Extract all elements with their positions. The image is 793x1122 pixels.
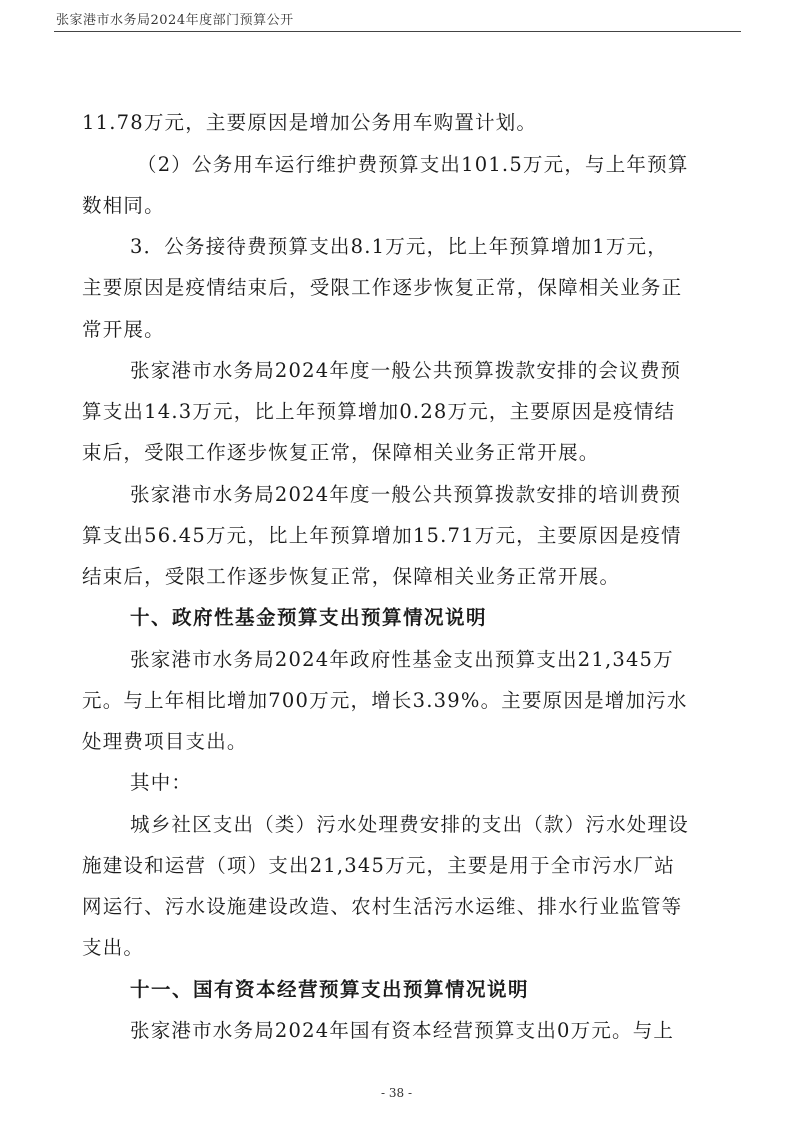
paragraph-line: 城乡社区支出（类）污水处理费安排的支出（款）污水处理设 [130,813,689,836]
paragraph-line: 主要原因是疫情结束后，受限工作逐步恢复正常，保障相关业务正 [82,276,683,299]
paragraph-line: 数相同。 [82,194,165,217]
paragraph-line: 其中： [130,771,193,794]
paragraph-line: 常开展。 [82,318,165,341]
paragraph-line: 支出。 [82,936,145,959]
paragraph-line: 网运行、污水设施建设改造、农村生活污水运维、排水行业监管等 [82,895,683,918]
paragraph-line: 元。与上年相比增加700万元，增长3.39%。主要原因是增加污水 [82,689,688,712]
paragraph-line: （2）公务用车运行维护费预算支出101.5万元，与上年预算 [137,153,689,176]
paragraph-line: 处理费项目支出。 [82,730,248,753]
paragraph-line: 11.78万元，主要原因是增加公务用车购置计划。 [82,111,538,134]
paragraph-line: 张家港市水务局2024年度一般公共预算拨款安排的会议费预 [130,359,682,382]
section-heading: 十、政府性基金预算支出预算情况说明 [130,606,488,629]
paragraph-line: 算支出14.3万元，比上年预算增加0.28万元，主要原因是疫情结 [82,400,676,423]
paragraph-line: 张家港市水务局2024年政府性基金支出预算支出21,345万 [130,648,674,671]
paragraph-line: 3．公务接待费预算支出8.1万元，比上年预算增加1万元， [130,235,668,258]
paragraph-line: 束后，受限工作逐步恢复正常，保障相关业务正常开展。 [82,441,600,464]
header-rule [54,31,741,32]
running-header: 张家港市水务局2024年度部门预算公开 [56,13,294,28]
page-number: - 38 - [380,1086,412,1100]
paragraph-line: 张家港市水务局2024年度一般公共预算拨款安排的培训费预 [130,483,682,506]
paragraph-line: 算支出56.45万元，比上年预算增加15.71万元，主要原因是疫情 [82,524,682,547]
paragraph-line: 施建设和运营（项）支出21,345万元，主要是用于全市污水厂站 [82,854,675,877]
paragraph-line: 张家港市水务局2024年国有资本经营预算支出0万元。与上 [130,1019,675,1042]
paragraph-line: 结束后，受限工作逐步恢复正常，保障相关业务正常开展。 [82,565,621,588]
section-heading: 十一、国有资本经营预算支出预算情况说明 [130,978,530,1001]
